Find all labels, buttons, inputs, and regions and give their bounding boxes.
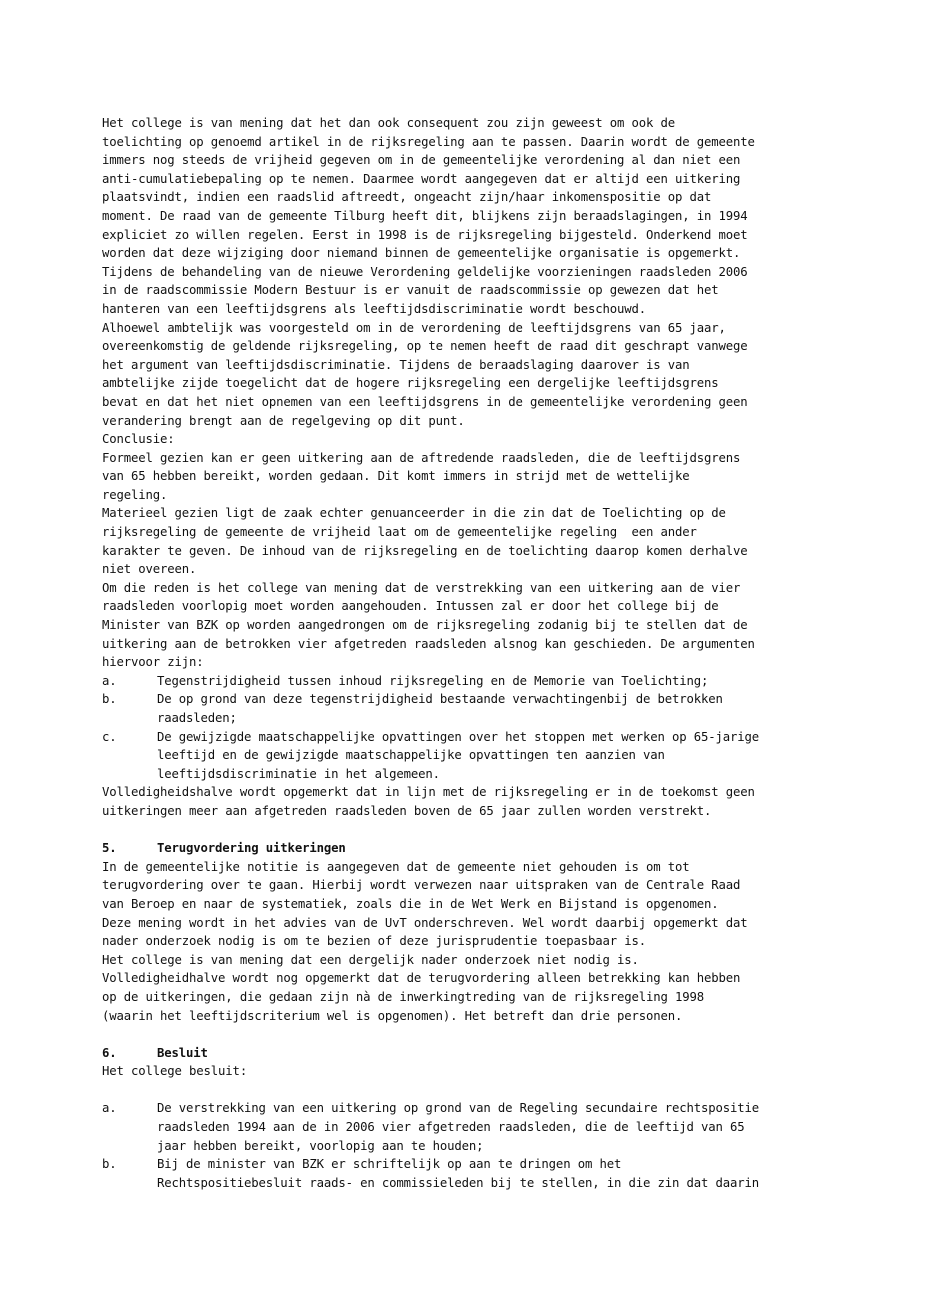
text-line: expliciet zo willen regelen. Eerst in 1998 is de rijksregeling bijgesteld. Onderkend moet [102, 227, 748, 242]
text-line: van 65 hebben bereikt, worden gedaan. Dit komt immers in strijd met de wettelijke [102, 469, 690, 484]
text-line: in de raadscommissie Modern Bestuur is er vanuit de raadscommissie op gewezen dat het [102, 283, 719, 298]
text-line: raadsleden voorlopig moet worden aangehouden. Intussen zal er door het college bij de [102, 599, 719, 614]
text-line: raadsleden; [157, 711, 237, 725]
text-line: Tijdens de behandeling van de nieuwe Verordening geldelijke voorzieningen raadsleden 2006 [102, 264, 748, 279]
text-line: Bij de minister van BZK er schriftelijk op aan te dringen om het [157, 1157, 622, 1172]
text-line: regeling. [102, 487, 168, 502]
paragraph-completeness [102, 783, 828, 820]
text-line: (waarin het leeftijdscriterium wel is opgenomen). Het betreft dan drie personen. [102, 1008, 683, 1023]
text-line: terugvordering over te gaan. Hierbij wordt verwezen naar uitspraken van de Centrale Raad [102, 878, 741, 893]
text-line: leeftijdsdiscriminatie in het algemeen. [157, 766, 440, 781]
text-line: Tegenstrijdigheid tussen inhoud rijksregeling en de Memorie van Toelichting; [157, 673, 709, 688]
text-line: karakter te geven. De inhoud van de rijksregeling en de toelichting daarop komen derhalve [102, 543, 748, 558]
text-line: niet overeen. [102, 562, 197, 577]
list-item [102, 690, 828, 727]
text-line: uitkeringen meer aan afgetreden raadsleden boven de 65 jaar zullen worden verstrekt. [102, 803, 712, 818]
text-line: Rechtspositiebesluit raads- en commissieleden bij te stellen, in die zin dat daarin [157, 1175, 760, 1190]
text-line: immers nog steeds de vrijheid gegeven om in de gemeentelijke verordening al dan niet een [102, 153, 741, 168]
list-marker: b. [102, 692, 117, 707]
section-6 [102, 1044, 828, 1193]
spacer [102, 1025, 828, 1044]
text-line: De verstrekking van een uitkering op grond van de Regeling secundaire rechtspositie [157, 1101, 760, 1116]
text-line: Volledigheidhalve wordt nog opgemerkt dat de terugvordering alleen betrekking kan hebben [102, 971, 741, 986]
section-number: 5. [102, 841, 117, 856]
argument-list [102, 672, 828, 784]
text-line: nader onderzoek nodig is om te bezien of deze jurisprudentie toepasbaar is. [102, 934, 647, 949]
section-intro: Het college besluit: [102, 1064, 248, 1079]
list-marker: c. [102, 729, 117, 744]
section-heading [102, 1044, 828, 1063]
text-line: In de gemeentelijke notitie is aangegeven dat de gemeente niet gehouden is om tot [102, 859, 690, 874]
text-line: het argument van leeftijdsdiscriminatie. Tijdens de beraadslaging daarover is van [102, 357, 690, 372]
text-line: rijksregeling de gemeente de vrijheid laat om de gemeentelijke regeling een ander [102, 525, 697, 540]
spacer [102, 821, 828, 840]
section-title: Terugvordering uitkeringen [157, 841, 346, 856]
text-line: anti-cumulatiebepaling op te nemen. Daarmee wordt aangegeven dat er altijd een uitkering [102, 171, 741, 186]
section-number: 6. [102, 1045, 117, 1060]
text-line: toelichting op genoemd artikel in de rijksregeling aan te passen. Daarin wordt de gemeente [102, 134, 755, 149]
text-line: De gewijzigde maatschappelijke opvattingen over het stoppen met werken op 65-jarige [157, 729, 760, 744]
spacer [102, 1081, 828, 1100]
paragraph-main [102, 114, 828, 672]
list-item [102, 1155, 828, 1192]
text-line: moment. De raad van de gemeente Tilburg heeft dit, blijkens zijn beraadslagingen, in 1994 [102, 208, 748, 223]
list-marker: b. [102, 1157, 117, 1172]
list-item [102, 1099, 828, 1155]
conclusion-label: Conclusie: [102, 432, 175, 447]
text-line: overeenkomstig de geldende rijksregeling, op te nemen heeft de raad dit geschrapt vanwege [102, 339, 748, 354]
text-line: worden dat deze wijziging door niemand binnen de gemeentelijke organisatie is opgemerkt. [102, 246, 741, 261]
text-line: Volledigheidshalve wordt opgemerkt dat in lijn met de rijksregeling er in de toekomst geen [102, 785, 755, 800]
text-line: Alhoewel ambtelijk was voorgesteld om in de verordening de leeftijdsgrens van 65 jaar, [102, 320, 726, 335]
text-line: Het college is van mening dat een dergelijk nader onderzoek niet nodig is. [102, 952, 639, 967]
text-line: van Beroep en naar de systematiek, zoals die in de Wet Werk en Bijstand is opgenomen. [102, 896, 719, 911]
section-heading [102, 839, 828, 858]
text-line: Formeel gezien kan er geen uitkering aan de aftredende raadsleden, die de leeftijdsgrens [102, 450, 741, 465]
section-title: Besluit [157, 1045, 208, 1060]
list-item [102, 672, 828, 691]
list-item [102, 728, 828, 784]
text-line: plaatsvindt, indien een raadslid aftreedt, ongeacht zijn/haar inkomenspositie op dat [102, 190, 712, 205]
text-line: bevat en dat het niet opnemen van een leeftijdsgrens in de gemeentelijke verordening geen [102, 394, 748, 409]
list-marker: a. [102, 1101, 117, 1116]
text-line: Om die reden is het college van mening dat de verstrekking van een uitkering aan de vier [102, 580, 741, 595]
list-marker: a. [102, 673, 117, 688]
text-line: verandering brengt aan de regelgeving op dit punt. [102, 413, 465, 428]
text-line: Het college is van mening dat het dan ook consequent zou zijn geweest om ook de [102, 116, 676, 130]
text-line: op de uitkeringen, die gedaan zijn nà de inwerkingtreding van de rijksregeling 1998 [102, 989, 705, 1004]
text-line: uitkering aan de betrokken vier afgetreden raadsleden alsnog kan geschieden. De argumenten [102, 636, 755, 651]
text-line: leeftijd en de gewijzigde maatschappelijke opvattingen ten aanzien van [157, 748, 665, 763]
text-line: hanteren van een leeftijdsgrens als leeftijdsdiscriminatie wordt beschouwd. [102, 301, 647, 316]
text-line: raadsleden 1994 aan de in 2006 vier afgetreden raadsleden, die de leeftijd van 65 [157, 1120, 745, 1135]
text-line: Deze mening wordt in het advies van de UvT onderschreven. Wel wordt daarbij opgemerkt dat [102, 915, 748, 930]
text-line: hiervoor zijn: [102, 655, 204, 670]
text-line: De op grond van deze tegenstrijdigheid bestaande verwachtingenbij de betrokken [157, 692, 723, 707]
text-line: Materieel gezien ligt de zaak echter genuanceerder in die zin dat de Toelichting op de [102, 506, 726, 521]
text-line: jaar hebben bereikt, voorlopig aan te houden; [157, 1138, 484, 1153]
text-line: ambtelijke zijde toegelicht dat de hogere rijksregeling een dergelijke leeftijdsgrens [102, 376, 719, 391]
document-page [102, 114, 828, 1192]
section-5 [102, 839, 828, 1025]
text-line: Minister van BZK op worden aangedrongen om de rijksregeling zodanig bij te stellen dat de [102, 618, 748, 633]
